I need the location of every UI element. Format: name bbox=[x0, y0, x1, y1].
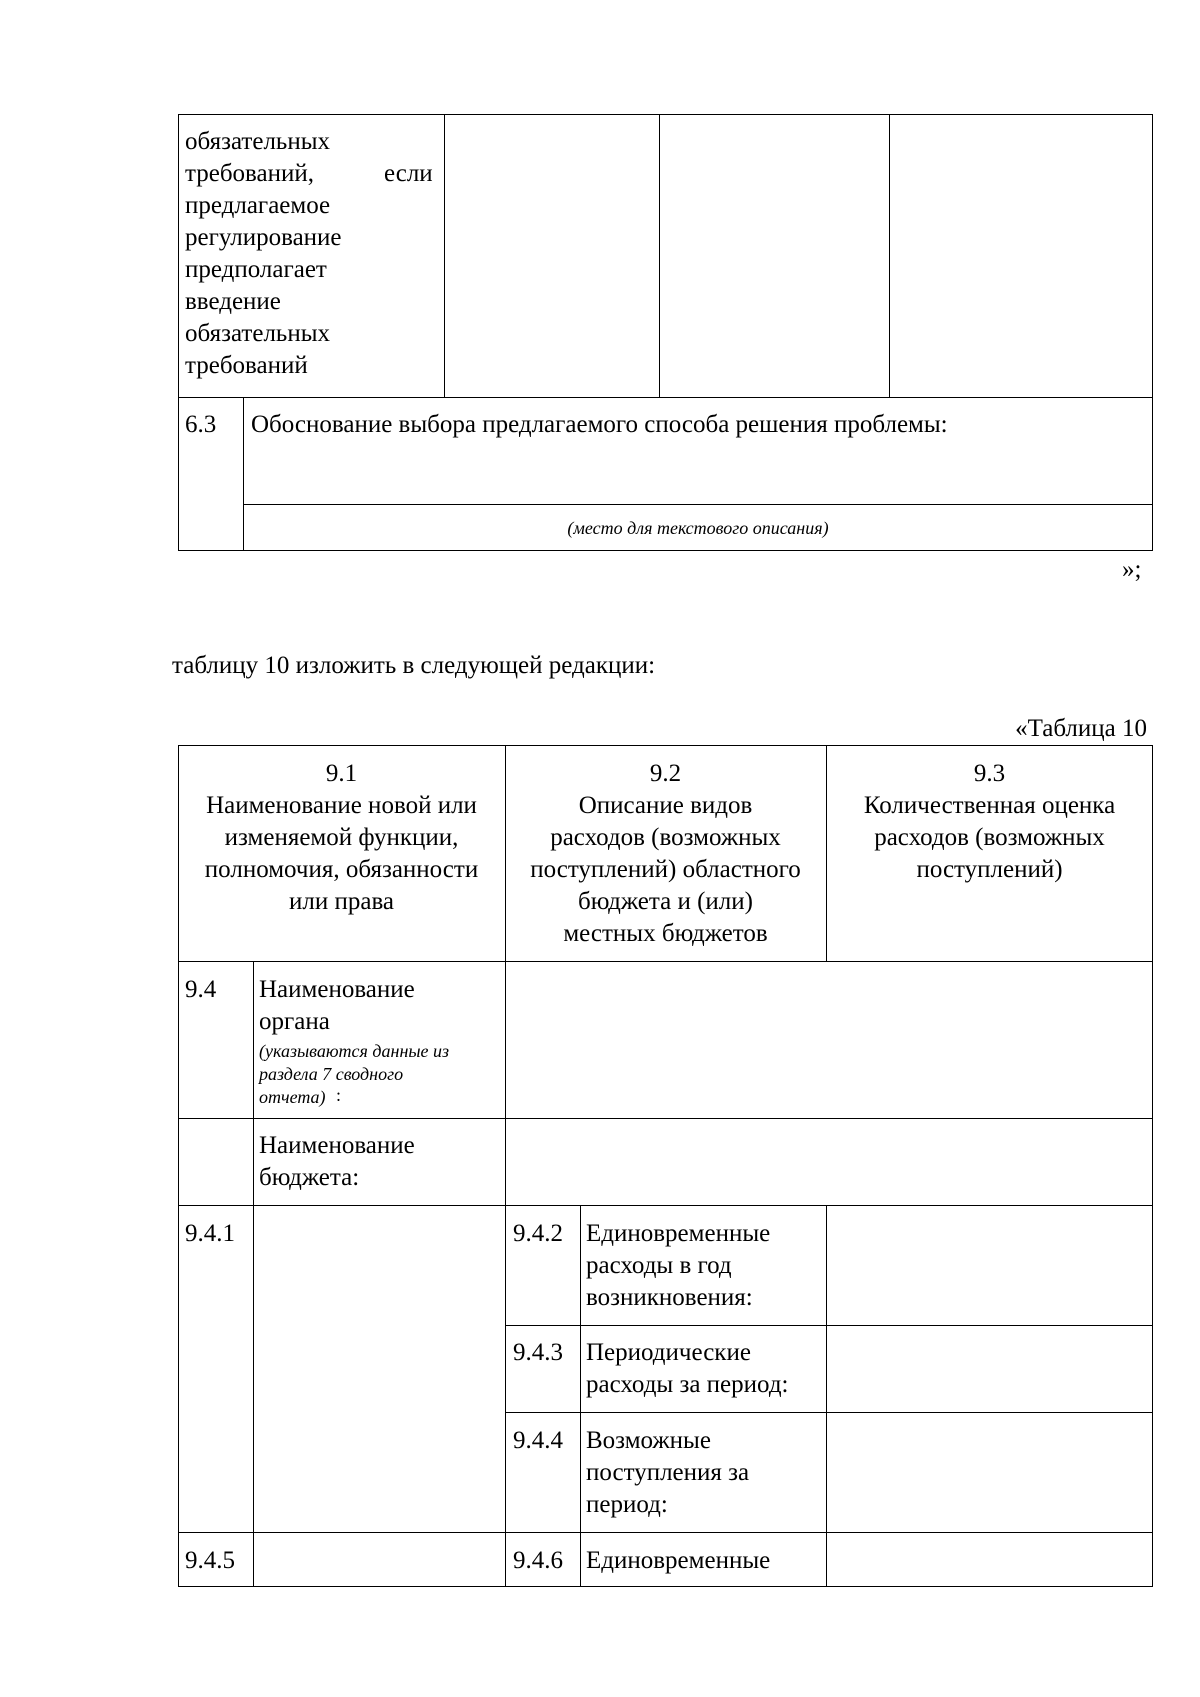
row-number: 6.3 bbox=[185, 411, 217, 438]
divider bbox=[178, 1205, 1153, 1207]
divider bbox=[243, 504, 1153, 506]
row-label: Обоснование выбора предлагаемого способа решения проблемы: bbox=[251, 411, 948, 438]
header-number: 9.2 bbox=[649, 760, 682, 787]
row-note: (указываются данные из раздела 7 сводного отчета) bbox=[259, 1041, 450, 1107]
divider bbox=[178, 1532, 1153, 1534]
row-label: Единовременные bbox=[586, 1547, 771, 1574]
row-label: Единовременные расходы в год возникновения: bbox=[586, 1220, 771, 1311]
placeholder-hint: (место для текстового описания) bbox=[567, 518, 829, 538]
row-label: Возможные поступления за период: bbox=[586, 1427, 750, 1518]
header-cell: Наименование новой или изменяемой функции, полномочия, обязанности или права bbox=[204, 792, 479, 915]
divider bbox=[826, 1205, 828, 1587]
divider bbox=[505, 1325, 1153, 1327]
instruction-text: таблицу 10 изложить в следующей редакции: bbox=[172, 652, 656, 679]
table-caption: «Таблица 10 bbox=[1015, 715, 1147, 742]
divider bbox=[178, 961, 1153, 963]
requirements-cell-text: обязательных требований, предлагаемое регулирование предполагает введение обязательных требований bbox=[185, 128, 342, 379]
divider bbox=[178, 1118, 1153, 1120]
row-number: 9.4 bbox=[185, 976, 217, 1003]
row-number: 9.4.3 bbox=[513, 1339, 563, 1366]
divider bbox=[505, 1412, 1153, 1414]
requirements-cell-word: если bbox=[384, 160, 433, 187]
header-number: 9.3 bbox=[973, 760, 1006, 787]
closing-quote: »; bbox=[1122, 556, 1142, 583]
row-number: 9.4.1 bbox=[185, 1220, 235, 1247]
row-label: Наименование бюджета: bbox=[259, 1132, 415, 1191]
divider bbox=[253, 961, 255, 1587]
header-number: 9.1 bbox=[325, 760, 358, 787]
header-cell: Количественная оценка расходов (возможных поступлений) bbox=[863, 792, 1116, 883]
row-number: 9.4.4 bbox=[513, 1427, 563, 1454]
divider bbox=[659, 114, 661, 398]
row-label: Периодические расходы за период: bbox=[586, 1339, 789, 1398]
divider bbox=[444, 114, 446, 398]
row-label: Наименование органа bbox=[259, 976, 415, 1035]
divider bbox=[580, 1205, 582, 1587]
divider bbox=[889, 114, 891, 398]
header-cell: Описание видов расходов (возможных поступлений) областного бюджета и (или) местных бюджетов bbox=[530, 792, 801, 947]
row-number: 9.4.2 bbox=[513, 1220, 563, 1247]
row-number: 9.4.5 bbox=[185, 1547, 235, 1574]
row-number: 9.4.6 bbox=[513, 1547, 563, 1574]
divider bbox=[178, 397, 1153, 399]
row-note-colon: : bbox=[336, 1085, 342, 1105]
